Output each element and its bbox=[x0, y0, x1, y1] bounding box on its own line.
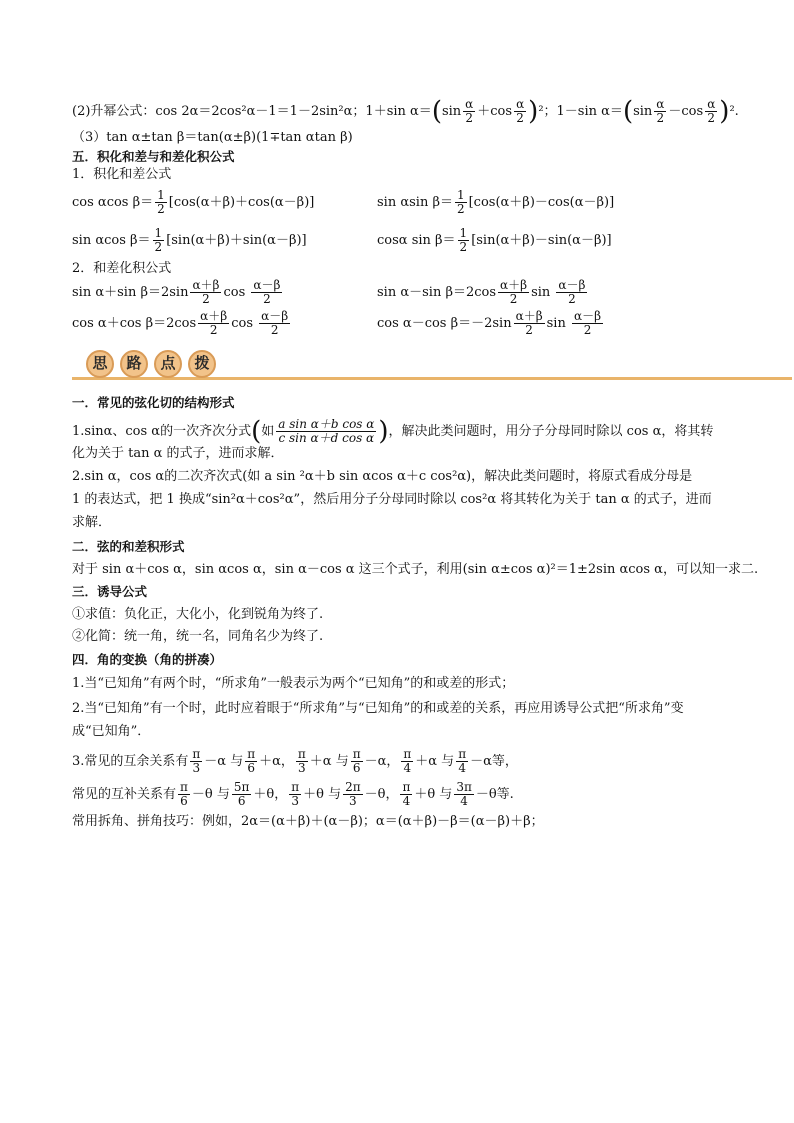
fraction: $\frac{\pi}{4}$ bbox=[458, 746, 467, 776]
formula-lhs: cos αcos β＝ bbox=[72, 195, 154, 211]
topic3-item2: ②化简：统一角，统一名，同角名少为终了. bbox=[72, 629, 324, 645]
subsection1-title: 1．积化和差公式 bbox=[72, 167, 172, 183]
formula-lhs: sin α＋sin β＝2sin bbox=[72, 284, 189, 300]
fraction: $\frac{\alpha+\beta}{2}$ bbox=[515, 309, 543, 338]
formula-rhs: [sin(α＋β)－sin(α－β)] bbox=[471, 232, 612, 248]
topic4-item2-line2: 成“已知角”． bbox=[72, 724, 151, 739]
fraction-half: $\frac{1}{2}$ bbox=[459, 225, 468, 254]
topic2-title: 二．弦的和差积形式 bbox=[72, 539, 185, 555]
formula-rhs: [sin(α＋β)＋sin(α－β)] bbox=[166, 232, 307, 248]
sum-to-product-row-1: sin α＋sin β＝2sin $\frac{\alpha+\beta}{2}$ cos $\frac{\alpha-\beta}{2}$ sin α－sin β＝2cos $\frac{\alpha+\beta}{2}$ sin $\frac{\alpha-\beta}{2}$ bbox=[72, 277, 586, 306]
fraction: $\frac{\alpha}{2}$ bbox=[465, 97, 474, 126]
fraction: $\frac{\pi}{3}$ bbox=[192, 746, 201, 776]
formula-lhs: sin α－sin β＝2cos bbox=[377, 284, 497, 300]
fraction: $\frac{\alpha}{2}$ bbox=[516, 97, 525, 126]
formula-lhs: sin αsin β＝ bbox=[377, 195, 453, 211]
topic4-title: 四．角的变换（角的拼凑） bbox=[72, 652, 223, 668]
item2-prefix: (2)升幂公式：cos 2α＝2cos²α－1＝1－2sin²α；1＋sin α＝ bbox=[72, 104, 432, 120]
formula-rhs: [cos(α＋β)＋cos(α－β)] bbox=[168, 195, 315, 211]
topic4-item2-line1: 2.当“已知角”有一个时，此时应着眼于“所求角”与“已知角”的和或差的关系，再应用诱导公式把“所求角”变 bbox=[72, 701, 684, 717]
fraction: $\frac{\alpha}{2}$ bbox=[707, 97, 716, 126]
topic4-item1: 1.当“已知角”有两个时，“所求角”一般表示为两个“已知角”的和或差的形式； bbox=[72, 676, 515, 692]
fraction: $\frac{\alpha+\beta}{2}$ bbox=[192, 277, 220, 306]
fraction: $\frac{\alpha-\beta}{2}$ bbox=[573, 309, 602, 338]
fraction: $\frac{\alpha+\beta}{2}$ bbox=[200, 309, 228, 338]
fraction: $\frac{\pi}{6}$ bbox=[352, 746, 361, 776]
fraction-half: $\frac{1}{2}$ bbox=[154, 225, 163, 254]
fraction: $\frac{\pi}{6}$ bbox=[180, 780, 188, 809]
item2-power-raising-formula: (2)升幂公式：cos 2α＝2cos²α－1＝1－2sin²α；1＋sin α＝(sin $\frac{\alpha}{2}$ ＋cos $\frac{\alpha}{2}$ )²；1－sin α＝(sin $\frac{\alpha}{2}$ －cos $\frac{\alpha}{2}$ )². bbox=[72, 96, 739, 127]
topic1-paragraph2-line1: 2.sin α，cos α的二次齐次式(如 a sin ²α＋b sin αcos α＋c cos²α)，解决此类问题时，将原式看成分母是 bbox=[72, 468, 693, 484]
product-to-sum-row-1 bbox=[72, 189, 722, 216]
topic4-item3-complementary: 3.常见的互余关系有 $\frac{\pi}{3}$ －α 与 $\frac{\pi}{6}$ ＋α， $\frac{\pi}{3}$ ＋α 与 $\frac{\pi}{6}$ －α， $\frac{\pi}{4}$ ＋α 与 $\frac{\pi}{4}$ －α等， bbox=[72, 746, 518, 776]
fraction: $\frac{\alpha-\beta}{2}$ bbox=[558, 277, 586, 306]
fraction: $\frac{\text{a sin α＋b cos α}}{\text{c sin α＋d cos α}}$ bbox=[278, 416, 375, 445]
formula-lhs: cosα sin β＝ bbox=[377, 232, 456, 248]
fraction: $\frac{\pi}{6}$ bbox=[247, 746, 256, 776]
topic3-title: 三．诱导公式 bbox=[72, 584, 148, 600]
fraction: $\frac{\alpha-\beta}{2}$ bbox=[261, 309, 289, 338]
formula-lhs: cos α－cos β＝－2sin bbox=[377, 316, 512, 332]
sum-to-product-row-2: cos α＋cos β＝2cos $\frac{\alpha+\beta}{2}$ cos $\frac{\alpha-\beta}{2}$ cos α－cos β＝－2sin $\frac{\alpha+\beta}{2}$ sin $\frac{\alpha-\beta}{2}$ bbox=[72, 309, 602, 338]
fraction: $\frac{\alpha}{2}$ bbox=[656, 97, 665, 126]
formula-lhs: cos α＋cos β＝2cos bbox=[72, 316, 197, 332]
fraction: $\frac{\pi}{3}$ bbox=[297, 746, 306, 776]
topic2-paragraph: 对于 sin α＋cos α，sin αcos α，sin α－cos α 这三个式子，利用(sin α±cos α)²＝1±2sin αcos α，可以知一求二. bbox=[72, 561, 759, 577]
item3-tan-formula: （3）tan α±tan β＝tan(α±β)(1∓tan αtan β) bbox=[72, 130, 353, 146]
banner-char-badge: 点 bbox=[154, 350, 182, 378]
section5-title: 五．积化和差与和差化积公式 bbox=[72, 149, 235, 165]
topic1-paragraph1-line2: 化为关于 tan α 的式子，进而求解． bbox=[72, 446, 284, 462]
topic3-item1: ①求值：负化正，大化小，化到锐角为终了. bbox=[72, 606, 324, 622]
document-page bbox=[72, 96, 759, 831]
topic4-item4-angle-tricks: 常用拆角、拼角技巧：例如，2α＝(α＋β)＋(α－β)；α＝(α＋β)－β＝(α－β)＋β； bbox=[72, 813, 544, 829]
fraction: $\frac{\alpha+\beta}{2}$ bbox=[500, 277, 528, 306]
fraction: $\frac{\alpha-\beta}{2}$ bbox=[253, 277, 281, 306]
topic1-paragraph2-line3: 求解． bbox=[72, 514, 112, 530]
banner-divider bbox=[72, 377, 792, 380]
subsection2-title: 2．和差化积公式 bbox=[72, 260, 172, 276]
item2-end: ². bbox=[729, 104, 739, 120]
topic1-title: 一．常见的弦化切的结构形式 bbox=[72, 394, 235, 410]
fraction-half: $\frac{1}{2}$ bbox=[157, 188, 165, 217]
fraction: $\frac{3\pi}{4}$ bbox=[456, 780, 472, 809]
topic1-paragraph1-line1: 1.sinα、cos α的一次齐次分式(如 $\frac{\text{a sin α＋b cos α}}{\text{c sin α＋d cos α}}$ )，解决此类问题时，用分子分母同时除以 cos α，将其转 bbox=[72, 416, 714, 447]
formula-rhs: [cos(α＋β)－cos(α－β)] bbox=[468, 195, 615, 211]
fraction-half: $\frac{1}{2}$ bbox=[456, 188, 465, 217]
topic4-item3-supplementary: 常见的互补关系有 $\frac{\pi}{6}$ －θ 与 $\frac{5\pi}{6}$ ＋θ， $\frac{\pi}{3}$ ＋θ 与 $\frac{2\pi}{3}$ －θ， $\frac{\pi}{4}$ ＋θ 与 $\frac{3\pi}{4}$ －θ等. bbox=[72, 780, 514, 809]
fraction: $\frac{5\pi}{6}$ bbox=[233, 780, 250, 809]
banner-char-badge: 拨 bbox=[188, 350, 216, 378]
section-banner bbox=[72, 346, 722, 384]
banner-char-badge: 路 bbox=[120, 350, 148, 378]
fraction: $\frac{\pi}{4}$ bbox=[403, 746, 412, 776]
fraction: $\frac{\pi}{4}$ bbox=[402, 780, 411, 809]
topic1-paragraph2-line2: 1 的表达式，把 1 换成“sin²α＋cos²α”，然后用分子分母同时除以 cos²α 将其转化为关于 tan α 的式子，进而 bbox=[72, 491, 712, 507]
fraction: $\frac{2\pi}{3}$ bbox=[345, 780, 361, 809]
item2-mid: ²；1－sin α＝ bbox=[538, 104, 623, 120]
product-to-sum-row-2 bbox=[72, 227, 722, 254]
fraction: $\frac{\pi}{3}$ bbox=[291, 780, 300, 809]
banner-char-badge: 思 bbox=[86, 350, 114, 378]
formula-lhs: sin αcos β＝ bbox=[72, 232, 151, 248]
